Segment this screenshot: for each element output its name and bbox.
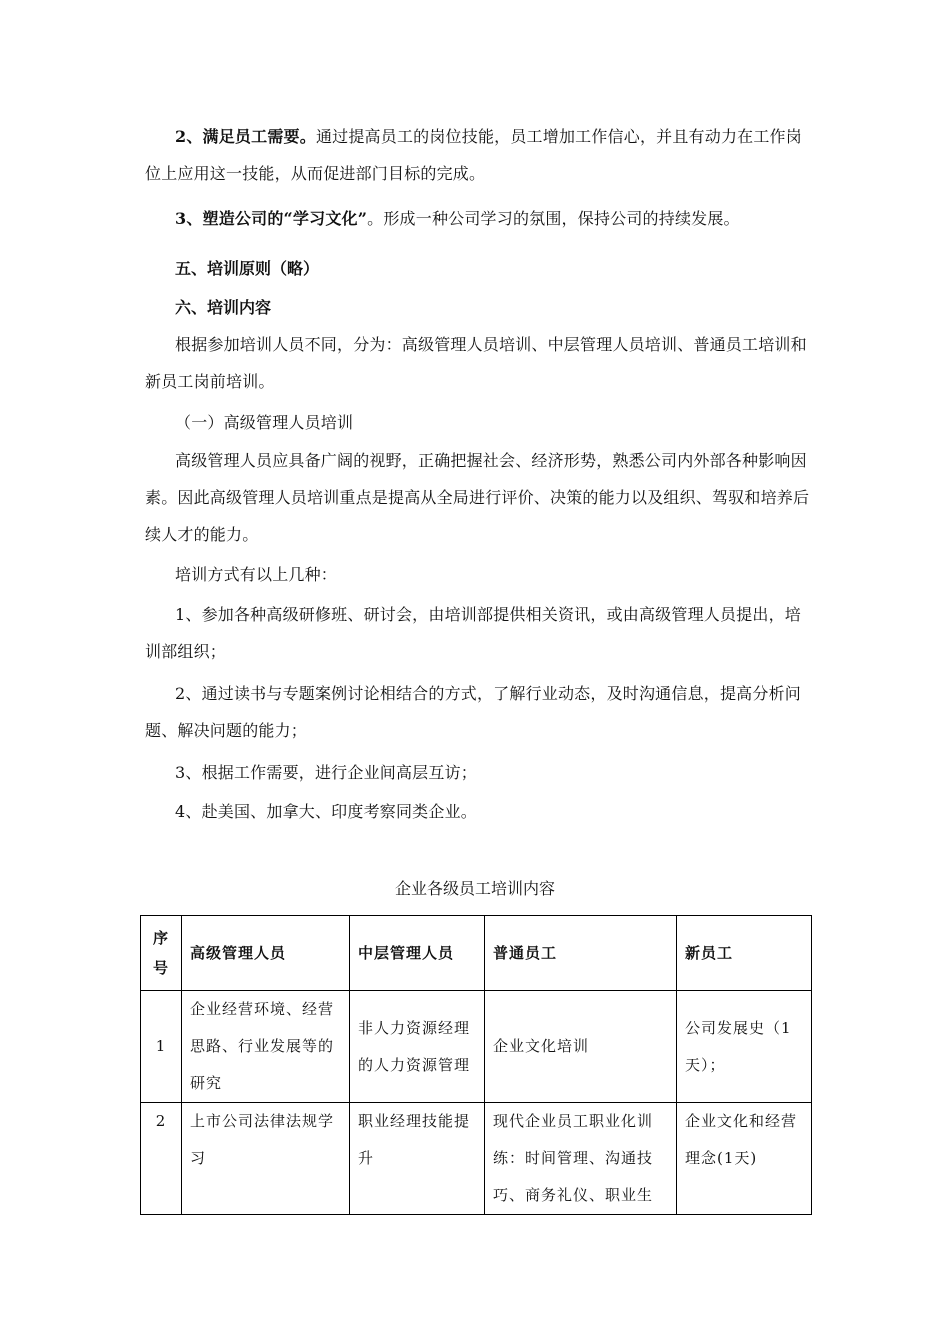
table-title: 企业各级员工培训内容 bbox=[394, 879, 555, 898]
list-item-method-4: 4、赴美国、加拿大、印度考察同类企业。 bbox=[175, 802, 477, 821]
cell-number: 2 bbox=[141, 1103, 182, 1215]
cell-number: 1 bbox=[141, 991, 182, 1103]
header-cell-middle: 中层管理人员 bbox=[350, 916, 485, 991]
header-number-line-2: 号 bbox=[152, 959, 169, 977]
cell-new: 企业文化和经营理念(1天) bbox=[677, 1103, 812, 1215]
cell-senior: 企业经营环境、经营思路、行业发展等的研究 bbox=[182, 991, 350, 1103]
cell-staff: 企业文化培训 bbox=[485, 991, 677, 1103]
paragraph-learning-culture bbox=[145, 200, 810, 237]
table-header-row bbox=[141, 916, 812, 991]
section-heading-content: 六、培训内容 bbox=[175, 298, 272, 317]
header-cell-number bbox=[141, 916, 182, 991]
header-cell-staff: 普通员工 bbox=[485, 916, 677, 991]
paragraph-body: 通过提高员工的岗位技能，员工增加工作信心，并且有动力在工作岗位上应用这一技能，从而促进部门目标的完成。 bbox=[145, 127, 802, 183]
paragraph-body: 。形成一种公司学习的氛围，保持公司的持续发展。 bbox=[367, 209, 740, 228]
paragraph-meet-employee-needs bbox=[145, 118, 810, 192]
header-cell-senior: 高级管理人员 bbox=[182, 916, 350, 991]
table-row bbox=[141, 1103, 812, 1215]
training-content-table bbox=[140, 915, 812, 1215]
cell-middle: 职业经理技能提升 bbox=[350, 1103, 485, 1215]
paragraph-senior-desc: 高级管理人员应具备广阔的视野，正确把握社会、经济形势，熟悉公司内外部各种影响因素。因此高级管理人员培训重点是提高从全局进行评价、决策的能力以及组织、驾驭和培养后续人才的能力。 bbox=[145, 451, 810, 544]
list-item-method-3: 3、根据工作需要，进行企业间高层互访； bbox=[175, 763, 477, 782]
paragraph-lead-bold: 2、满足员工需要。 bbox=[175, 127, 316, 146]
cell-new: 公司发展史（1天）； bbox=[677, 991, 812, 1103]
list-item-method-2: 2、通过读书与专题案例讨论相结合的方式，了解行业动态，及时沟通信息，提高分析问题、解决问题的能力； bbox=[145, 684, 801, 740]
header-number-line-1: 序 bbox=[152, 929, 169, 947]
cell-senior: 上市公司法律法规学习 bbox=[182, 1103, 350, 1215]
subsection-heading-senior: （一）高级管理人员培训 bbox=[175, 413, 354, 432]
cell-staff: 现代企业员工职业化训练：时间管理、沟通技巧、商务礼仪、职业生 bbox=[485, 1103, 677, 1215]
header-cell-new: 新员工 bbox=[677, 916, 812, 991]
section-heading-principles: 五、培训原则（略） bbox=[175, 259, 320, 278]
cell-middle: 非人力资源经理的人力资源管理 bbox=[350, 991, 485, 1103]
list-item-method-1: 1、参加各种高级研修班、研讨会，由培训部提供相关资讯，或由高级管理人员提出，培训部组织； bbox=[145, 605, 801, 661]
paragraph-intro: 根据参加培训人员不同，分为：高级管理人员培训、中层管理人员培训、普通员工培训和新员工岗前培训。 bbox=[145, 335, 807, 391]
paragraph-methods-intro: 培训方式有以上几种： bbox=[175, 565, 338, 584]
paragraph-lead-bold: 3、塑造公司的“学习文化” bbox=[175, 209, 368, 228]
table-row bbox=[141, 991, 812, 1103]
